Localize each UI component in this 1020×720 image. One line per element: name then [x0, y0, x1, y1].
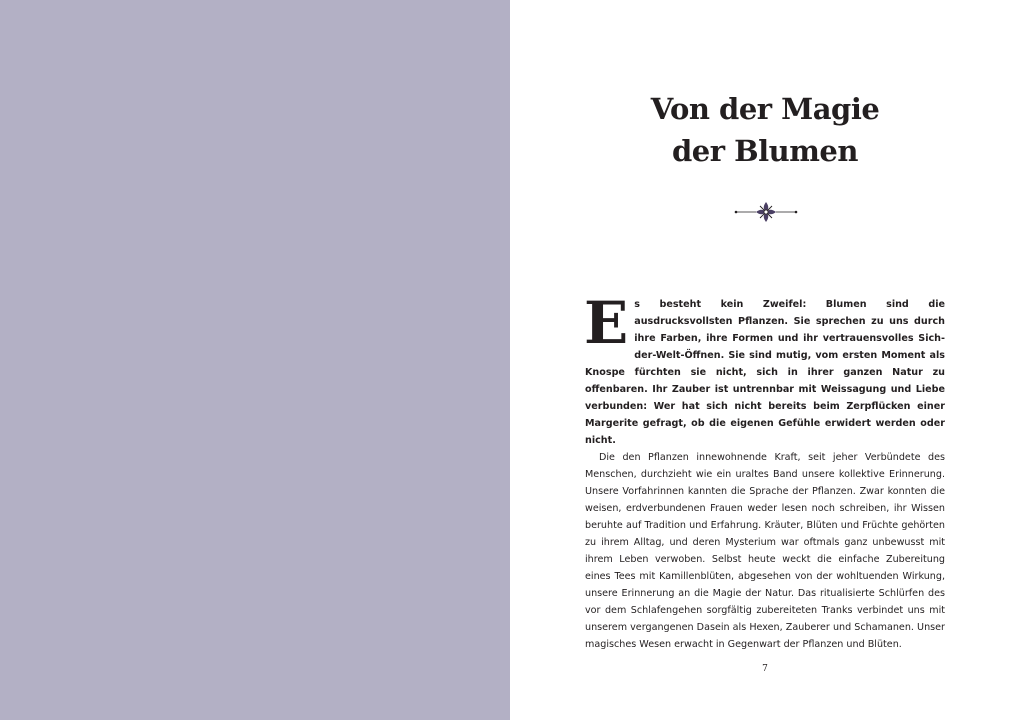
- floral-ornament-icon: [734, 199, 798, 225]
- right-page: [510, 0, 1020, 720]
- chapter-title-line-2: der Blumen: [672, 134, 858, 168]
- lead-paragraph-text: s besteht kein Zweifel: Blumen sind die ausdrucksvollsten Pflanzen. Sie sprechen zu uns durch ihre Farben, ihre Formen und ihr vertrauensvolles Sich-der-Welt-Öffnen. Sie sind mutig, vom ersten Moment als Knospe fürchten sie nicht, sich in ihrer ganzen Natur zu offenbaren. Ihr Zauber ist untrennbar mit Weissagung und Liebe verbunden: Wer hat sich nicht bereits beim Zerpflücken einer Margerite gefragt, ob die eigenen Gefühle erwidert werden oder nicht.: [585, 299, 945, 446]
- chapter-title-line-1: Von der Magie: [650, 92, 880, 126]
- body-paragraph: Die den Pflanzen innewohnende Kraft, seit jeher Verbündete des Menschen, durchzieht wie ein uraltes Band unsere kollektive Erinnerung. Unsere Vorfahrinnen kannten die Sprache der Pflanzen. Zwar konnten die weisen, erdverbundenen Frauen weder lesen noch schreiben, ihr Wissen beruhte auf Tradition und Erfahrung. Kräuter, Blüten und Früchte gehörten zu ihrem Alltag, und deren Mysterium war oftmals ganz unbewusst mit ihrem Leben verwoben. Selbst heute weckt die einfache Zubereitung eines Tees mit Kamillenblüten, abgesehen von der wohltuenden Wirkung, unsere Erinnerung an die Magie der Natur. Das ritualisierte Schlürfen des vor dem Schlafengehen sorgfältig zubereiteten Tranks verbindet uns mit unserem vergangenen Dasein als Hexen, Zauberer und Schamanen. Unser magisches Wesen erwacht in Gegenwart der Pflanzen und Blüten.: [585, 452, 945, 650]
- drop-cap: E: [584, 289, 629, 357]
- chapter-title: [510, 88, 1020, 172]
- page-number: 7: [762, 664, 768, 674]
- chapter-text: [584, 289, 945, 653]
- lead-paragraph: [584, 289, 945, 449]
